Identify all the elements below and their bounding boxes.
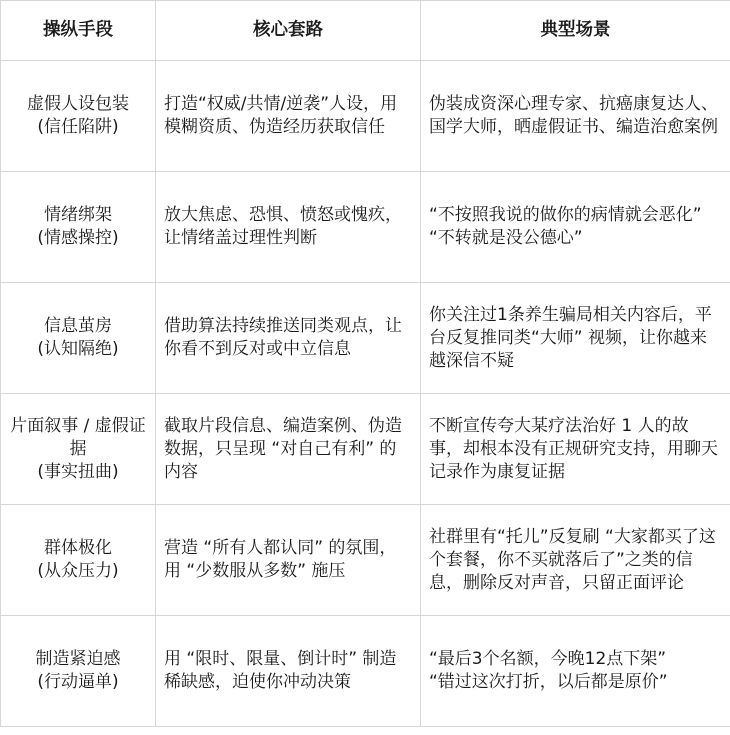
scenario-text: “不转就是没公德心” bbox=[429, 228, 583, 248]
scenario-cell bbox=[421, 61, 730, 172]
method-cell bbox=[1, 172, 156, 283]
method-name: 制造紧迫感 bbox=[35, 649, 121, 669]
method-name: 片面叙事 / 虚假证据 bbox=[10, 415, 146, 459]
method-cell bbox=[1, 616, 156, 727]
routine-cell bbox=[156, 616, 421, 727]
method-category: (信任陷阱) bbox=[37, 117, 119, 137]
routine-text: 用 “限时、限量、倒计时” 制造稀缺感，迫使你冲动决策 bbox=[164, 649, 397, 692]
method-cell bbox=[1, 61, 156, 172]
method-name: 信息茧房 bbox=[44, 316, 112, 336]
routine-cell bbox=[156, 394, 421, 505]
header-method: 操纵手段 bbox=[1, 1, 156, 61]
scenario-text: 社群里有“托儿”反复刷 “大家都买了这个套餐，你不买就落后了”之类的信息，删除反对声音，只留正面评论 bbox=[429, 526, 716, 593]
table-row bbox=[1, 505, 730, 616]
scenario-cell bbox=[421, 394, 730, 505]
method-category: (从众压力) bbox=[37, 561, 119, 581]
table-row bbox=[1, 172, 730, 283]
routine-cell bbox=[156, 505, 421, 616]
header-row bbox=[1, 1, 730, 61]
table-row bbox=[1, 283, 730, 394]
routine-text: 打造“权威/共情/逆袭”人设，用模糊资质、伪造经历获取信任 bbox=[164, 94, 398, 137]
method-name: 群体极化 bbox=[44, 538, 112, 558]
method-cell bbox=[1, 283, 156, 394]
scenario-text: 你关注过1条养生骗局相关内容后，平台反复推同类“大师” 视频，让你越来越深信不疑 bbox=[429, 304, 712, 371]
table-row bbox=[1, 616, 730, 727]
scenario-cell bbox=[421, 616, 730, 727]
routine-text: 借助算法持续推送同类观点，让你看不到反对或中立信息 bbox=[164, 316, 402, 359]
routine-text: 营造 “所有人都认同” 的氛围，用 “少数服从多数” 施压 bbox=[164, 538, 397, 581]
scenario-text: 伪装成资深心理专家、抗癌康复达人、国学大师，晒虚假证书、编造治愈案例 bbox=[429, 94, 718, 137]
routine-cell bbox=[156, 61, 421, 172]
scenario-text: 不断宣传夸大某疗法治好 1 人的故事，却根本没有正规研究支持，用聊天记录作为康复证据 bbox=[429, 415, 718, 482]
method-cell bbox=[1, 505, 156, 616]
routine-cell bbox=[156, 172, 421, 283]
scenario-text: “最后3个名额，今晚12点下架” bbox=[429, 649, 667, 669]
table-row bbox=[1, 394, 730, 505]
table-row bbox=[1, 61, 730, 172]
scenario-text: “不按照我说的做你的病情就会恶化” bbox=[429, 205, 702, 225]
method-name: 情绪绑架 bbox=[44, 205, 112, 225]
method-cell bbox=[1, 394, 156, 505]
method-category: (行动逼单) bbox=[37, 672, 119, 692]
header-routine: 核心套路 bbox=[156, 1, 421, 61]
scenario-text: “错过这次打折，以后都是原价” bbox=[429, 672, 668, 692]
routine-text: 放大焦虑、恐惧、愤怒或愧疚，让情绪盖过理性判断 bbox=[164, 205, 402, 248]
scenario-cell bbox=[421, 172, 730, 283]
method-category: (事实扭曲) bbox=[37, 461, 119, 482]
header-scenario: 典型场景 bbox=[421, 1, 730, 61]
scenario-cell bbox=[421, 283, 730, 394]
routine-text: 截取片段信息、编造案例、伪造数据，只呈现 “对自己有利” 的内容 bbox=[164, 415, 402, 482]
routine-cell bbox=[156, 283, 421, 394]
scenario-cell bbox=[421, 505, 730, 616]
method-name: 虚假人设包装 bbox=[27, 94, 129, 114]
method-category: (情感操控) bbox=[37, 228, 119, 248]
method-category: (认知隔绝) bbox=[37, 339, 119, 359]
